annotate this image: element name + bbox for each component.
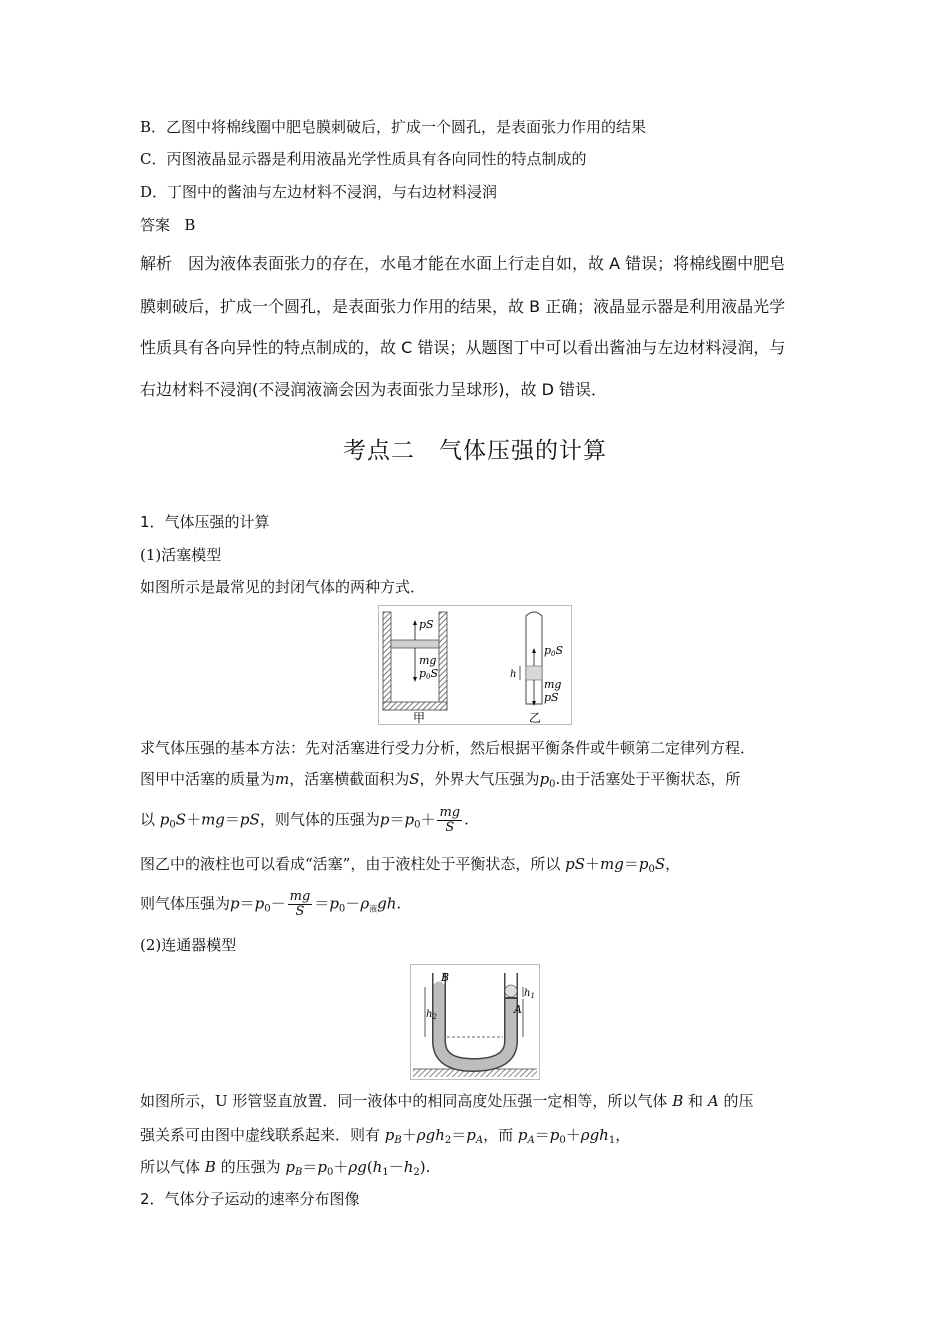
option-d: D．丁图中的酱油与左边材料不浸润，与右边材料浸润 bbox=[140, 183, 498, 201]
label-yi: 乙 bbox=[529, 711, 542, 724]
option-c: C．丙图液晶显示器是利用液晶光学性质具有各向同性的特点制成的 bbox=[140, 150, 587, 168]
figure-piston-models bbox=[378, 605, 572, 725]
u-tube-line-3: 所以气体 B 的压强为 $p_B=p_0+\rho g(h_1-h_2)$. bbox=[140, 1158, 431, 1178]
analysis-line-4: 右边材料不浸润(不浸润液滴会因为表面张力呈球形)，故 D 错误． bbox=[140, 380, 607, 399]
svg-text:h2: $h_2$ bbox=[426, 1009, 437, 1021]
answer-label: 答案 bbox=[140, 216, 171, 234]
svg-text:B: B bbox=[441, 971, 450, 984]
u-tube-diagram bbox=[411, 965, 539, 1079]
svg-text:mg: mg bbox=[544, 678, 562, 691]
heading-2: 2．气体分子运动的速率分布图像 bbox=[140, 1190, 360, 1208]
subheading-piston: (1)活塞模型 bbox=[140, 546, 222, 564]
svg-text:p0S: p0S bbox=[419, 667, 439, 681]
method-text: 求气体压强的基本方法：先对活塞进行受力分析，然后根据平衡条件或牛顿第二定律列方程． bbox=[140, 739, 756, 757]
jia-formula-line: 以 $p_0S+mg=pS$，则气体的压强为$p=p_0+$ $\frac{mg}{S}$ . bbox=[140, 805, 469, 835]
svg-text:h: h bbox=[510, 669, 517, 680]
heading-1: 1．气体压强的计算 bbox=[140, 513, 270, 531]
label-jia: 甲 bbox=[413, 711, 426, 724]
u-tube-line-1: 如图所示，U 形管竖直放置．同一液体中的相同高度处压强一定相等，所以气体 B 和 A 的压 bbox=[140, 1092, 754, 1110]
svg-text:p0S: p0S bbox=[544, 644, 564, 658]
svg-text:pS: pS bbox=[419, 618, 434, 631]
u-tube-line-2: 强关系可由图中虚线联系起来．则有 $p_B+\rho gh_2=p_A$，而 $p_A=p_0+\rho gh_1$， bbox=[140, 1126, 631, 1146]
yi-line: 图乙中的液柱也可以看成“活塞”，由于液柱处于平衡状态，所以 $pS+mg=p_0S$， bbox=[140, 855, 681, 875]
svg-text:pS: pS bbox=[544, 691, 559, 704]
svg-text:h1: $h_1$ bbox=[524, 988, 535, 1000]
figure-u-tube bbox=[410, 964, 540, 1080]
jia-line: 图甲中活塞的质量为m，活塞横截面积为S，外界大气压强为$p_0$.由于活塞处于平衡状态，所 bbox=[140, 770, 741, 790]
answer bbox=[140, 214, 195, 236]
svg-text:mg: mg bbox=[419, 654, 437, 667]
answer-value: B bbox=[184, 216, 196, 234]
analysis-line-2: 膜刺破后，扩成一个圆孔，是表面张力作用的结果，故 B 正确；液晶显示器是利用液晶光学 bbox=[140, 297, 786, 316]
piston-diagram bbox=[379, 606, 571, 724]
subheading-connector: (2)连通器模型 bbox=[140, 936, 237, 954]
section-title: 考点二 气体压强的计算 bbox=[343, 438, 607, 464]
svg-text:A: A bbox=[514, 1003, 522, 1016]
analysis-line-3: 性质具有各向异性的特点制成的，故 C 错误；从题图丁中可以看出酱油与左边材料浸润，与 bbox=[140, 338, 786, 357]
analysis-line-1: 解析 因为液体表面张力的存在，水黾才能在水面上行走自如，故 A 错误；将棉线圈中肥皂 bbox=[140, 254, 786, 273]
option-b: B．乙图中将棉线圈中肥皂膜刺破后，扩成一个圆孔，是表面张力作用的结果 bbox=[140, 118, 647, 136]
intro-text: 如图所示是最常见的封闭气体的两种方式． bbox=[140, 578, 426, 596]
yi-formula-line: 则气体压强为$p=p_0-$ $\frac{mg}{S}$ $=p_0-\rho_液gh$. bbox=[140, 889, 402, 919]
